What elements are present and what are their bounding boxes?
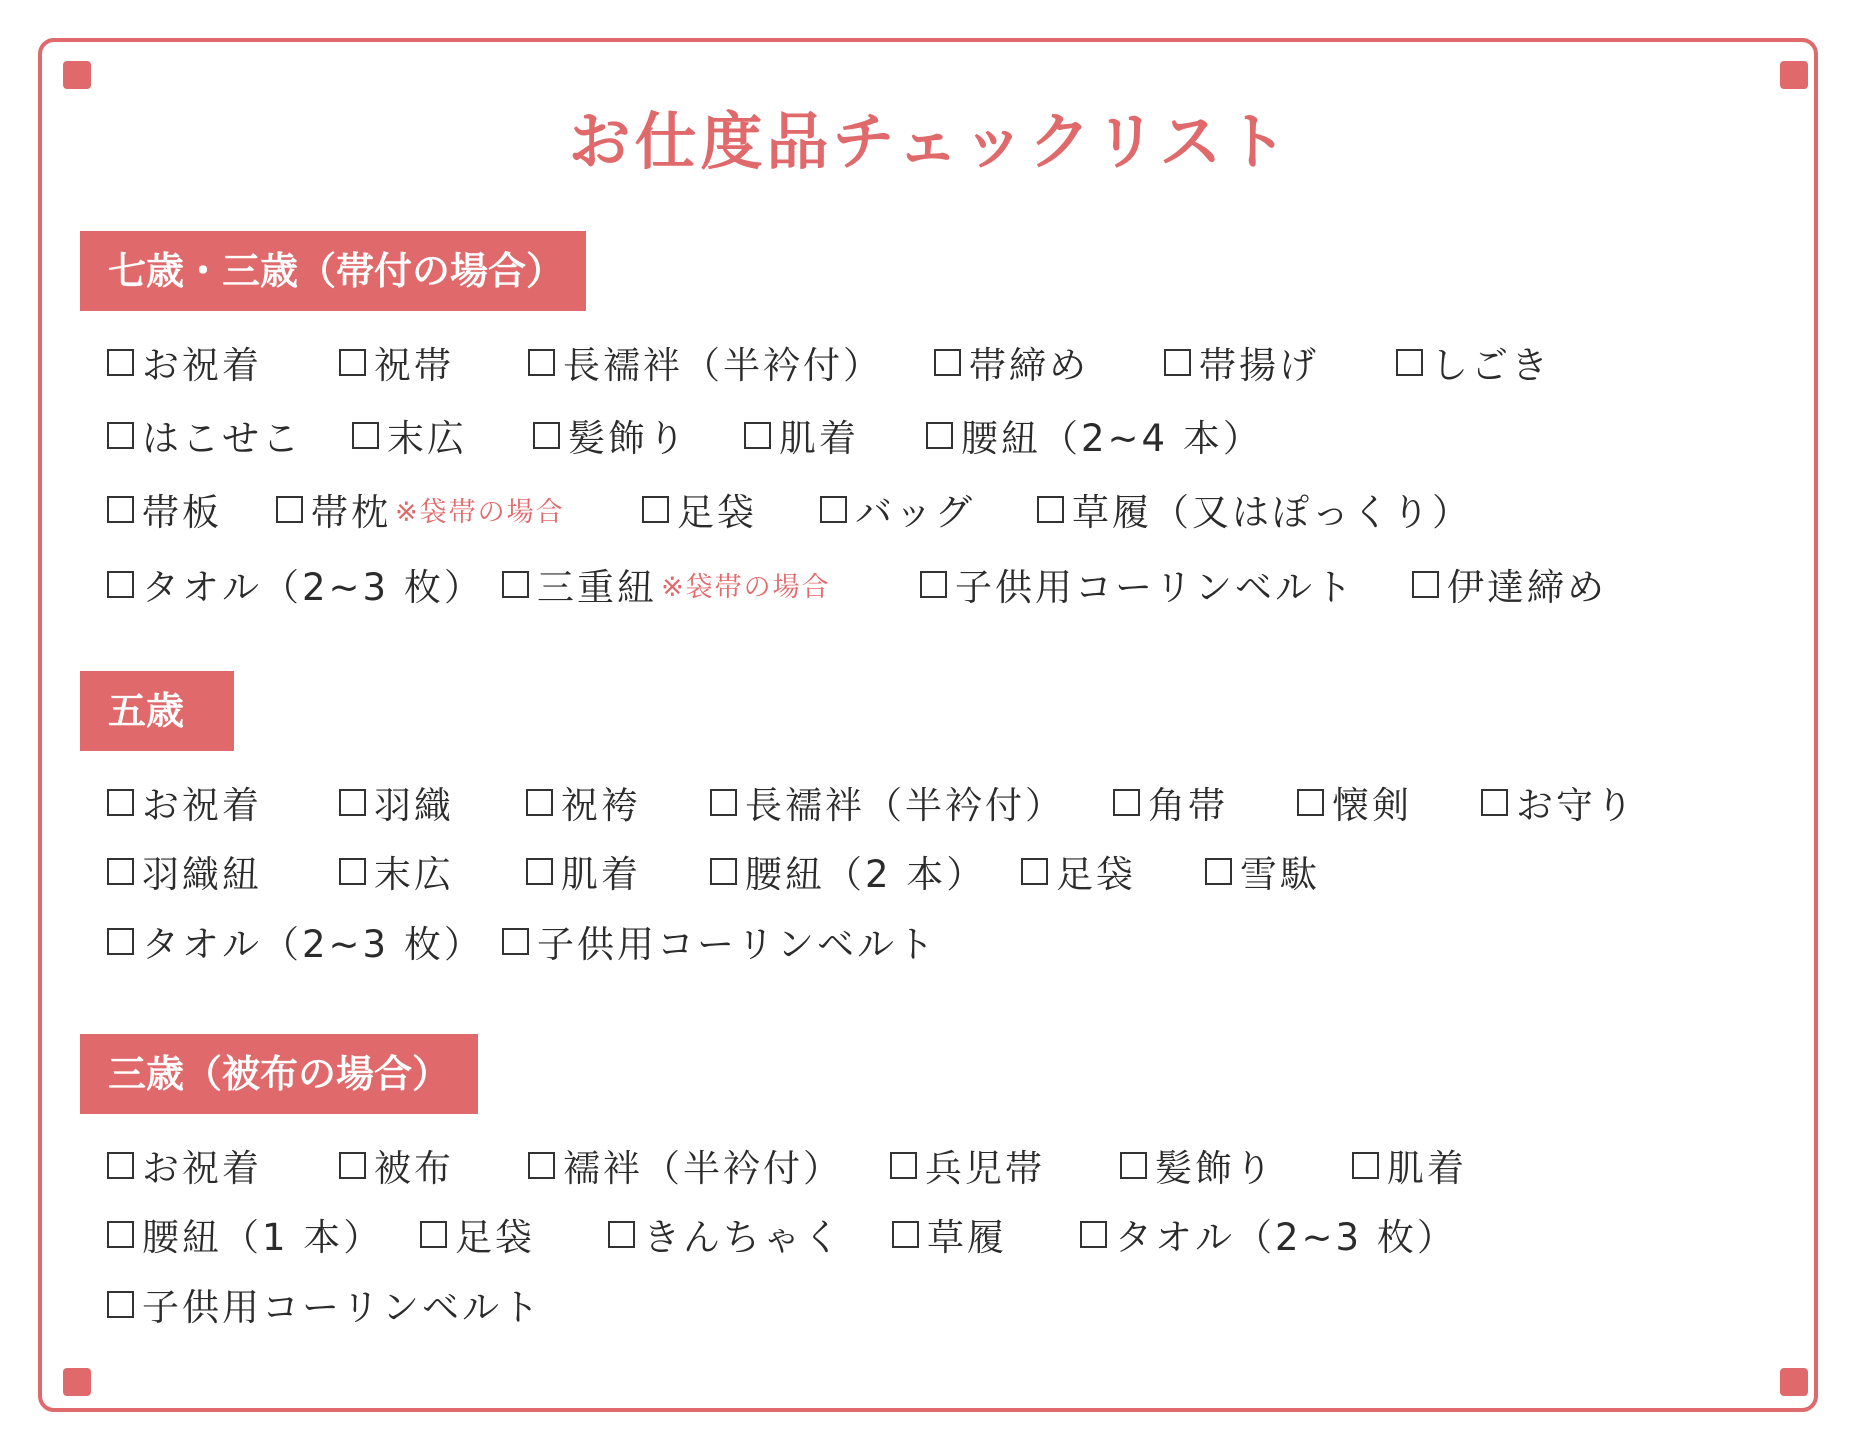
- item-label: 長襦袢（半衿付）: [563, 344, 883, 387]
- checkbox[interactable]: [352, 422, 379, 449]
- item-label: お祝着: [142, 784, 262, 827]
- item-label: 草履: [927, 1216, 1007, 1259]
- checkbox[interactable]: [1037, 496, 1064, 523]
- checklist-item[interactable]: [339, 843, 454, 899]
- checklist-item[interactable]: [608, 1206, 843, 1262]
- checklist-item[interactable]: [107, 556, 484, 612]
- checklist-item[interactable]: [934, 334, 1089, 390]
- checkbox[interactable]: [420, 1221, 447, 1248]
- item-label: 兵児帯: [925, 1147, 1045, 1190]
- corner-square-top-left: [63, 61, 91, 89]
- checkbox[interactable]: [339, 1152, 366, 1179]
- checklist-item[interactable]: [744, 407, 859, 463]
- checklist-row: [0, 1276, 1860, 1332]
- checklist-item[interactable]: [1164, 334, 1319, 390]
- checkbox[interactable]: [1396, 349, 1423, 376]
- item-label: 末広: [374, 853, 454, 896]
- item-label: 祝袴: [561, 784, 641, 827]
- checklist-item[interactable]: [1113, 774, 1228, 830]
- item-label: 懐剣: [1332, 784, 1412, 827]
- checklist-row: [0, 407, 1860, 463]
- item-label: 子供用コーリンベルト: [142, 1286, 542, 1329]
- item-label: 帯枕: [311, 491, 391, 534]
- item-label: タオル（2~3 枚）: [142, 566, 484, 609]
- item-label: 腰紐（2~4 本）: [961, 417, 1263, 460]
- checkbox[interactable]: [339, 789, 366, 816]
- checkbox[interactable]: [107, 858, 134, 885]
- checklist-item[interactable]: [710, 774, 1065, 830]
- item-label: 腰紐（1 本）: [142, 1216, 384, 1259]
- checklist-item[interactable]: [1120, 1137, 1275, 1193]
- checklist-item[interactable]: [926, 407, 1263, 463]
- checklist-item[interactable]: [107, 913, 484, 969]
- checkbox[interactable]: [107, 1291, 134, 1318]
- item-label: 羽織: [374, 784, 454, 827]
- checkbox[interactable]: [642, 496, 669, 523]
- checklist-item[interactable]: [526, 774, 641, 830]
- item-label: 子供用コーリンベルト: [955, 566, 1355, 609]
- page-title: お仕度品チェックリスト: [568, 105, 1292, 178]
- checkbox[interactable]: [890, 1152, 917, 1179]
- corner-square-top-right: [1780, 61, 1808, 89]
- checkbox[interactable]: [526, 858, 553, 885]
- checklist-item[interactable]: [339, 774, 454, 830]
- checklist-item[interactable]: [526, 843, 641, 899]
- checklist-item[interactable]: [892, 1206, 1007, 1262]
- item-label: 三重紐: [537, 566, 657, 609]
- checklist-row: [0, 556, 1860, 612]
- item-note: ※袋帯の場合: [661, 571, 831, 603]
- checkbox[interactable]: [528, 1152, 555, 1179]
- checklist-item[interactable]: [890, 1137, 1045, 1193]
- item-label: お祝着: [142, 1147, 262, 1190]
- checkbox[interactable]: [1352, 1152, 1379, 1179]
- item-label: 腰紐（2 本）: [745, 853, 987, 896]
- item-label: 子供用コーリンベルト: [537, 923, 937, 966]
- checkbox[interactable]: [107, 1221, 134, 1248]
- checklist-item[interactable]: [107, 407, 302, 463]
- checkbox[interactable]: [820, 496, 847, 523]
- item-label: 雪駄: [1240, 853, 1320, 896]
- item-label: 肌着: [1387, 1147, 1467, 1190]
- checkbox[interactable]: [608, 1221, 635, 1248]
- item-label: 足袋: [1056, 853, 1136, 896]
- checklist-item[interactable]: [642, 481, 757, 537]
- checkbox[interactable]: [107, 928, 134, 955]
- checkbox[interactable]: [920, 571, 947, 598]
- checkbox[interactable]: [1120, 1152, 1147, 1179]
- checklist-item[interactable]: [502, 913, 937, 969]
- item-label: 角帯: [1148, 784, 1228, 827]
- checklist-item[interactable]: [1037, 481, 1472, 537]
- item-label: バッグ: [855, 491, 975, 534]
- checklist-row: [0, 481, 1860, 537]
- checklist-item[interactable]: [1205, 843, 1320, 899]
- item-label: お祝着: [142, 344, 262, 387]
- item-label: 帯板: [142, 491, 222, 534]
- checkbox[interactable]: [339, 858, 366, 885]
- checklist-row: [0, 774, 1860, 830]
- checkbox[interactable]: [339, 349, 366, 376]
- checkbox[interactable]: [526, 789, 553, 816]
- checklist-item[interactable]: [339, 334, 454, 390]
- section-heading-5: 五歳: [80, 671, 234, 751]
- checkbox[interactable]: [892, 1221, 919, 1248]
- item-label: 髪飾り: [1155, 1147, 1275, 1190]
- checkbox[interactable]: [1113, 789, 1140, 816]
- item-label: 被布: [374, 1147, 454, 1190]
- checklist-item[interactable]: [533, 407, 688, 463]
- checklist-item[interactable]: [528, 1137, 843, 1193]
- checklist-item[interactable]: [107, 1276, 542, 1332]
- checklist-item[interactable]: [1481, 774, 1636, 830]
- item-label: 肌着: [561, 853, 641, 896]
- item-label: 長襦袢（半衿付）: [745, 784, 1065, 827]
- checklist-item[interactable]: [107, 481, 222, 537]
- checklist-item[interactable]: [502, 556, 831, 612]
- checklist-item[interactable]: [1396, 334, 1551, 390]
- item-label: 帯揚げ: [1199, 344, 1319, 387]
- item-label: 襦袢（半衿付）: [563, 1147, 843, 1190]
- checkbox[interactable]: [107, 496, 134, 523]
- item-label: タオル（2~3 枚）: [1115, 1216, 1457, 1259]
- checklist-item[interactable]: [920, 556, 1355, 612]
- checklist-item[interactable]: [1412, 556, 1607, 612]
- checklist-row: [0, 1137, 1860, 1193]
- checklist-item[interactable]: [107, 774, 262, 830]
- checkbox[interactable]: [528, 349, 555, 376]
- item-note: ※袋帯の場合: [395, 496, 565, 528]
- checkbox[interactable]: [107, 571, 134, 598]
- checkbox[interactable]: [276, 496, 303, 523]
- checkbox[interactable]: [1164, 349, 1191, 376]
- checkbox[interactable]: [926, 422, 953, 449]
- section-heading-3-hifu: 三歳（被布の場合）: [80, 1034, 478, 1114]
- checklist-row: [0, 1206, 1860, 1262]
- item-label: 草履（又はぽっくり）: [1072, 491, 1472, 534]
- item-label: 足袋: [455, 1216, 535, 1259]
- checklist-item[interactable]: [107, 334, 262, 390]
- checkbox[interactable]: [1080, 1221, 1107, 1248]
- checkbox[interactable]: [1481, 789, 1508, 816]
- checkbox[interactable]: [744, 422, 771, 449]
- section-heading-7-3-obi: 七歳・三歳（帯付の場合）: [80, 231, 586, 311]
- item-label: 肌着: [779, 417, 859, 460]
- checkbox[interactable]: [1021, 858, 1048, 885]
- item-label: お守り: [1516, 784, 1636, 827]
- checkbox[interactable]: [934, 349, 961, 376]
- checklist-item[interactable]: [339, 1137, 454, 1193]
- item-label: 伊達締め: [1447, 566, 1607, 609]
- checklist-item[interactable]: [710, 843, 986, 899]
- checklist-item[interactable]: [1080, 1206, 1457, 1262]
- item-label: 足袋: [677, 491, 757, 534]
- item-label: 髪飾り: [568, 417, 688, 460]
- checklist-item[interactable]: [1297, 774, 1412, 830]
- item-label: しごき: [1431, 344, 1551, 387]
- checklist-row: [0, 334, 1860, 390]
- checklist-item[interactable]: [107, 1206, 383, 1262]
- checkbox[interactable]: [107, 349, 134, 376]
- corner-square-bottom-right: [1780, 1368, 1808, 1396]
- checklist-item[interactable]: [820, 481, 975, 537]
- checkbox[interactable]: [533, 422, 560, 449]
- checklist-item[interactable]: [420, 1206, 535, 1262]
- item-label: はこせこ: [142, 417, 302, 460]
- checkbox[interactable]: [502, 928, 529, 955]
- checklist-item[interactable]: [107, 843, 262, 899]
- item-label: 末広: [387, 417, 467, 460]
- checkbox[interactable]: [107, 422, 134, 449]
- checklist-row: [0, 843, 1860, 899]
- checkbox[interactable]: [1412, 571, 1439, 598]
- checklist-item[interactable]: [528, 334, 883, 390]
- checklist-item[interactable]: [352, 407, 467, 463]
- checkbox[interactable]: [502, 571, 529, 598]
- checkbox[interactable]: [107, 1152, 134, 1179]
- item-label: タオル（2~3 枚）: [142, 923, 484, 966]
- checklist-row: [0, 913, 1860, 969]
- item-label: きんちゃく: [643, 1216, 843, 1259]
- checkbox[interactable]: [107, 789, 134, 816]
- corner-square-bottom-left: [63, 1368, 91, 1396]
- checklist-item[interactable]: [276, 481, 565, 537]
- checklist-item[interactable]: [1352, 1137, 1467, 1193]
- checkbox[interactable]: [710, 789, 737, 816]
- item-label: 祝帯: [374, 344, 454, 387]
- checkbox[interactable]: [1205, 858, 1232, 885]
- item-label: 羽織紐: [142, 853, 262, 896]
- checklist-item[interactable]: [1021, 843, 1136, 899]
- checklist-item[interactable]: [107, 1137, 262, 1193]
- item-label: 帯締め: [969, 344, 1089, 387]
- checkbox[interactable]: [1297, 789, 1324, 816]
- checkbox[interactable]: [710, 858, 737, 885]
